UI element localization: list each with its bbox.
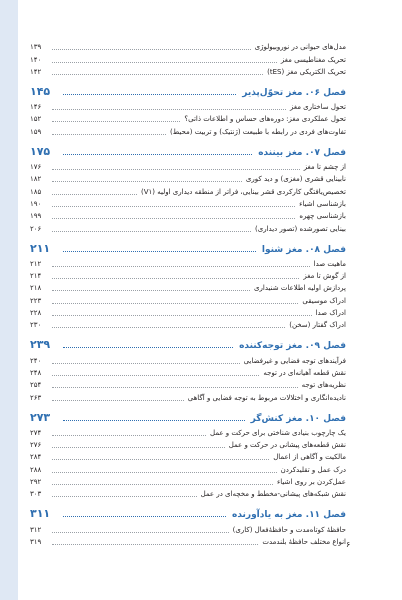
toc-entry[interactable] — [30, 100, 346, 112]
toc-entry[interactable] — [30, 306, 346, 318]
dot-leader — [52, 532, 229, 533]
dot-leader — [52, 218, 295, 219]
dot-leader — [63, 420, 245, 421]
dot-leader — [52, 290, 250, 291]
dot-leader — [52, 303, 298, 304]
toc-entry[interactable] — [30, 378, 346, 390]
toc-entry-page: ۱۸۵ — [30, 187, 42, 196]
dot-leader — [52, 231, 251, 232]
toc-entry-page: ۲۰۶ — [30, 224, 42, 233]
toc-entry-page: ۱۸۲ — [30, 175, 42, 184]
toc-entry[interactable] — [30, 112, 346, 124]
toc-entry[interactable] — [30, 293, 346, 305]
toc-entry-title: پردازش اولیه اطلاعات شنیداری — [254, 284, 346, 293]
toc-entry-title: ادراک صدا — [315, 309, 346, 318]
toc-entry[interactable] — [30, 426, 346, 438]
chapter-heading-title: فصل ۰۸. مغز شنوا — [261, 244, 346, 255]
chapter-heading-page: ۲۱۱ — [30, 241, 51, 255]
dot-leader — [52, 400, 184, 401]
toc-entry-title: تحریک مغناطیسی مغز — [280, 55, 346, 64]
toc-entry-title: بازشناسی چهره — [299, 212, 346, 221]
chapter-heading[interactable] — [30, 238, 346, 255]
toc-entry-title: تحول عملکردی مغز: دوره‌های حساس و اطلاعات ذاتی؟ — [184, 115, 346, 124]
dot-leader — [63, 154, 252, 155]
toc-entry-page: ۱۴۶ — [30, 103, 42, 112]
dot-leader — [52, 496, 197, 497]
toc-entry-page: ۲۱۲ — [30, 259, 42, 268]
toc-entry[interactable] — [30, 487, 346, 499]
dot-leader — [52, 484, 273, 485]
table-of-contents — [30, 40, 346, 547]
chapter-heading-title: فصل ۱۱. مغز به یادآورنده — [232, 510, 346, 521]
toc-entry-page: ۱۹۹ — [30, 212, 42, 221]
toc-entry-title: مدل‌های حیوانی در نوروبیولوژی — [254, 43, 346, 52]
toc-entry-title: تفاوت‌های فردی در رابطه با طبیعت (ژنتیک) و تربیت (محیط) — [169, 127, 346, 136]
chapter-heading-title: فصل ۰۹. مغز توجه‌کننده — [239, 341, 346, 352]
toc-entry-page: ۲۴۸ — [30, 368, 42, 377]
chapter-heading-page: ۲۳۹ — [30, 338, 51, 352]
dot-leader — [52, 327, 285, 328]
toc-entry-page: ۲۸۴ — [30, 453, 42, 462]
dot-leader — [52, 447, 225, 448]
chapter-heading[interactable] — [30, 334, 346, 351]
toc-entry-title: تخصیص‌یافتگی کارکردی قشر بینایی، فراتر از منطقه دیداری اولیه (V۱) — [140, 187, 346, 196]
dot-leader — [52, 315, 312, 316]
dot-leader — [52, 375, 259, 376]
toc-entry-title: یک چارچوب بنیادی شناختی برای حرکت و عمل — [210, 428, 346, 437]
toc-entry-page: ۲۵۴ — [30, 381, 42, 390]
toc-entry-page: ۲۳۰ — [30, 321, 42, 330]
toc-entry-title: عمل‌کردن بر روی اشیاء — [276, 478, 346, 487]
toc-entry-title: فرآیندهای توجه فضایی و غیرفضایی — [243, 356, 346, 365]
dot-leader — [52, 544, 258, 545]
toc-entry-title: نظریه‌های توجه — [301, 381, 346, 390]
toc-entry-page: ۱۴۰ — [30, 55, 42, 64]
toc-entry-page: ۳۰۳ — [30, 490, 42, 499]
toc-entry-page: ۱۵۹ — [30, 127, 42, 136]
toc-entry[interactable] — [30, 438, 346, 450]
toc-entry[interactable] — [30, 281, 346, 293]
toc-entry-title: تحریک الکتریکی مغز (tES) — [267, 67, 346, 76]
page-number: ۶ — [346, 540, 351, 549]
toc-entry-page: ۱۵۲ — [30, 115, 42, 124]
toc-entry-page: ۲۱۸ — [30, 284, 42, 293]
toc-entry[interactable] — [30, 65, 346, 77]
toc-entry-page: ۲۶۳ — [30, 393, 42, 402]
toc-entry-title: نابینایی قشری (مغزی) و دید کوری — [245, 175, 346, 184]
chapter-heading-page: ۳۱۱ — [30, 507, 51, 521]
dot-leader — [52, 472, 277, 473]
toc-entry[interactable] — [30, 160, 346, 172]
toc-entry-page: ۲۱۴ — [30, 272, 42, 281]
toc-entry-page: ۱۷۶ — [30, 163, 42, 172]
toc-entry-page: ۲۲۳ — [30, 296, 42, 305]
toc-entry-title: انواع مختلف حافظهٔ بلندمدت — [262, 537, 346, 546]
chapter-heading[interactable] — [30, 407, 346, 424]
toc-entry-page: ۳۱۲ — [30, 525, 42, 534]
chapter-heading-page: ۱۴۵ — [30, 84, 51, 98]
chapter-heading-title: فصل ۱۰. مغز کنش‌گر — [250, 413, 346, 424]
dot-leader — [52, 74, 263, 75]
toc-entry-title: ادراک گفتار (سخن) — [289, 321, 346, 330]
toc-entry-title: از گوش تا مغز — [303, 272, 346, 281]
toc-entry[interactable] — [30, 475, 346, 487]
toc-entry-page: ۲۷۴ — [30, 428, 42, 437]
toc-entry-page: ۱۴۲ — [30, 67, 42, 76]
toc-entry[interactable] — [30, 390, 346, 402]
toc-entry-title: نقش قطعه آهیانه‌ای در توجه — [263, 368, 346, 377]
toc-entry[interactable] — [30, 221, 346, 233]
toc-entry[interactable] — [30, 353, 346, 365]
toc-entry-page: ۲۲۸ — [30, 309, 42, 318]
toc-entry-title: بینایی تصورشده (تصور دیداری) — [254, 224, 346, 233]
toc-entry-page: ۱۳۹ — [30, 43, 42, 52]
dot-leader — [52, 181, 242, 182]
chapter-heading-title: فصل ۰۷. مغز بیننده — [258, 147, 346, 158]
dot-leader — [52, 49, 251, 50]
toc-entry-title: بازشناسی اشیاء — [299, 199, 346, 208]
chapter-heading-title: فصل ۰۶. مغز تحوّل‌پذیر — [242, 87, 346, 98]
toc-entry-title: نقش شبکه‌های پیشانی-مخطط و مخچه‌ای در عمل — [200, 490, 346, 499]
dot-leader — [52, 459, 269, 460]
toc-entry-title: نقش قطعه‌های پیشانی در حرکت و عمل — [228, 441, 346, 450]
dot-leader — [52, 121, 180, 122]
toc-entry-title: از چشم تا مغز — [303, 163, 346, 172]
toc-entry-page: ۲۴۰ — [30, 356, 42, 365]
toc-entry-title: حافظهٔ کوتاه‌مدت و حافظهٔ‌فعال (کاری) — [232, 525, 346, 534]
chapter-heading-page: ۲۷۳ — [30, 410, 51, 424]
toc-entry[interactable] — [30, 184, 346, 196]
dot-leader — [63, 516, 226, 517]
toc-entry-page: ۲۹۲ — [30, 478, 42, 487]
toc-entry[interactable] — [30, 522, 346, 534]
toc-entry[interactable] — [30, 197, 346, 209]
toc-entry-title: ادراک موسیقی — [302, 296, 346, 305]
dot-leader — [63, 94, 236, 95]
toc-entry[interactable] — [30, 450, 346, 462]
dot-leader — [52, 387, 298, 388]
chapter-heading[interactable] — [30, 141, 346, 158]
toc-entry-title: ماهیت صدا — [313, 259, 346, 268]
toc-entry-title: درک عمل و تقلیدکردن — [280, 465, 346, 474]
toc-entry-page: ۳۱۹ — [30, 537, 42, 546]
chapter-heading[interactable] — [30, 503, 346, 520]
dot-leader — [52, 109, 286, 110]
toc-entry[interactable] — [30, 40, 346, 52]
dot-leader — [52, 435, 206, 436]
toc-entry[interactable] — [30, 209, 346, 221]
dot-leader — [52, 62, 277, 63]
toc-entry-title: مالکیت و آگاهی از اعمال — [273, 453, 346, 462]
dot-leader — [52, 206, 295, 207]
toc-entry[interactable] — [30, 535, 346, 547]
dot-leader — [63, 347, 233, 348]
toc-entry[interactable] — [30, 269, 346, 281]
toc-entry-page: ۲۷۶ — [30, 441, 42, 450]
dot-leader — [52, 266, 310, 267]
chapter-heading[interactable] — [30, 81, 346, 98]
toc-entry[interactable] — [30, 124, 346, 136]
dot-leader — [52, 194, 137, 195]
toc-entry[interactable] — [30, 172, 346, 184]
toc-entry-page: ۲۸۸ — [30, 465, 42, 474]
toc-entry-title: تحول ساختاری مغز — [289, 103, 346, 112]
toc-entry[interactable] — [30, 318, 346, 330]
dot-leader — [52, 278, 299, 279]
toc-entry[interactable] — [30, 462, 346, 474]
toc-entry[interactable] — [30, 257, 346, 269]
toc-entry[interactable] — [30, 366, 346, 378]
dot-leader — [52, 134, 166, 135]
toc-entry[interactable] — [30, 52, 346, 64]
dot-leader — [52, 169, 300, 170]
chapter-heading-page: ۱۷۵ — [30, 144, 51, 158]
side-color-band — [0, 0, 18, 600]
toc-entry-page: ۱۹۰ — [30, 199, 42, 208]
dot-leader — [52, 363, 240, 364]
toc-entry-title: نادیده‌انگاری و اختلالات مربوط به توجه فضایی و آگاهی — [187, 393, 346, 402]
dot-leader — [63, 251, 256, 252]
